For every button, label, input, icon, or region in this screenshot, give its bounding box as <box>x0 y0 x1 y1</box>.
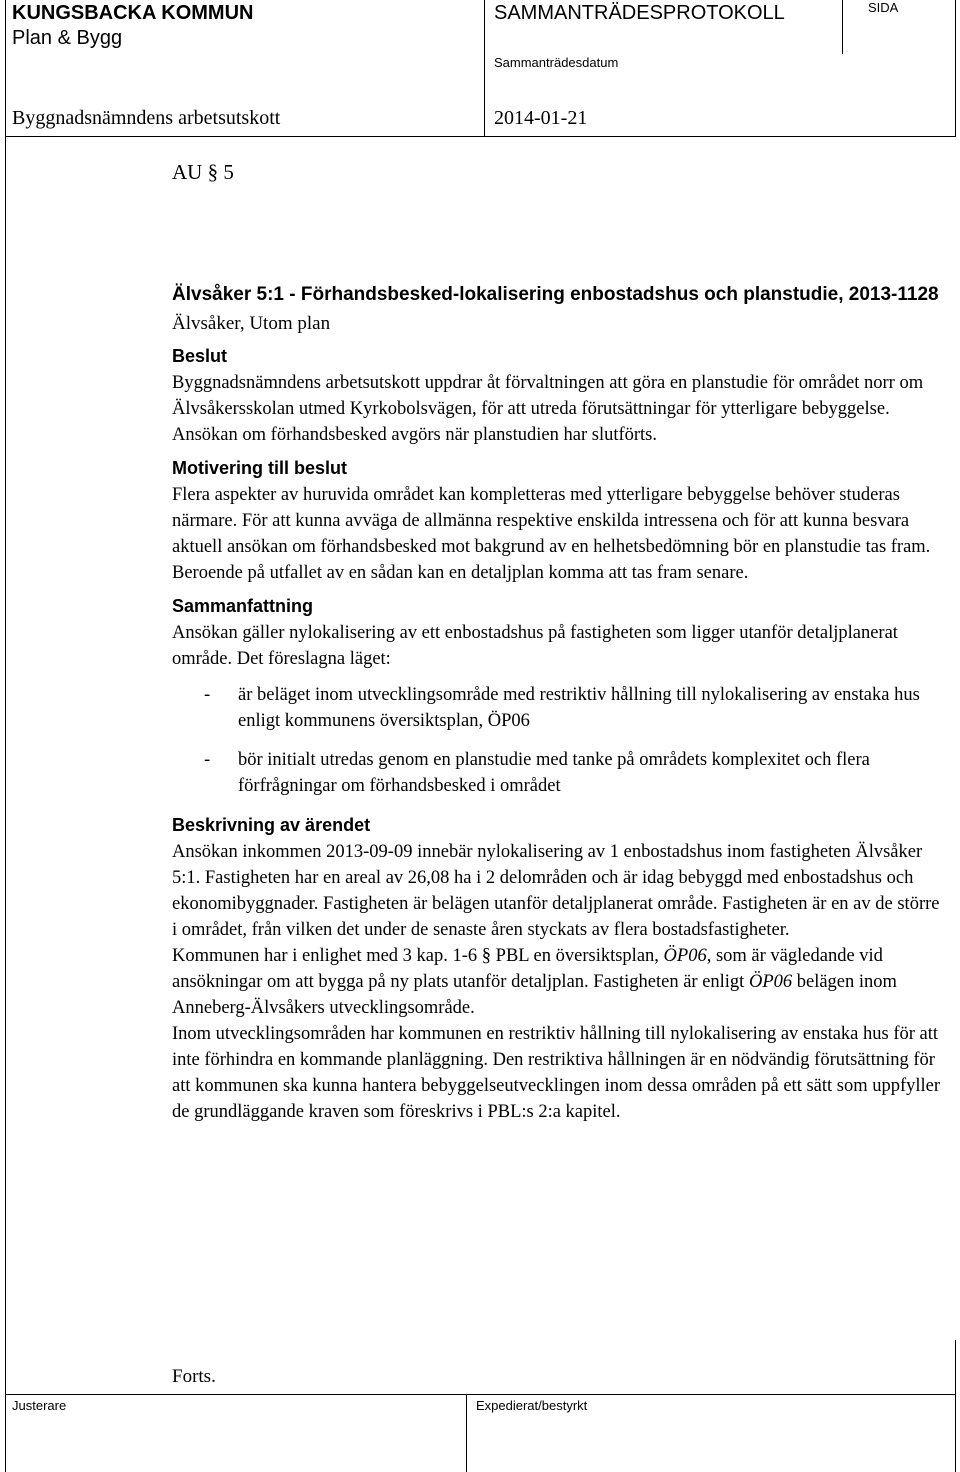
left-border-line <box>5 0 6 1472</box>
text-run: belägen inom Anneberg-Älvsåkers utvecklingsområde. <box>172 972 897 1018</box>
list-item <box>172 682 942 734</box>
bullet-list <box>172 682 942 799</box>
paragraph: Inom utvecklingsområden har kommunen en restriktiv hållning till nylokalisering av enstaka hus för att inte förhindra en kommande planläggning. Den restriktiva hållningen är en nödvändig förutsättning för att kommunen ska kunna hantera bebyggelseutvecklingen inom dessa områden på ett sätt som uppfyller de grundläggande kraven som föreskrivs i PBL:s 2:a kapitel. <box>172 1024 941 1122</box>
text-run: , som är vägledande vid ansökningar om att bygga på ny plats utanför detaljplan. Fastigheten är enligt <box>172 946 883 992</box>
list-item-text: är beläget inom utvecklingsområde med restriktiv hållning till nylokalisering av enstaka hus enligt kommunens översiktsplan, ÖP06 <box>238 685 920 731</box>
header-bottom-line <box>5 136 956 137</box>
paragraph: Ansökan inkommen 2013-09-09 innebär nylokalisering av 1 enbostadshus inom fastigheten Älvsåker 5:1. Fastigheten har en areal av 26,08 ha i 2 delområden och är idag bebyggd med enbostadshus och ekonomibyggnader. Fastigheten är belägen utanför detaljplanerat område. Fastigheten är en av de större i området, från vilken det under de senaste åren styckats av flera bostadsfastigheter. <box>172 842 940 940</box>
document-subtitle: Älvsåker, Utom plan <box>172 313 331 334</box>
plan-reference: ÖP06 <box>748 972 793 992</box>
meeting-date-label: Sammanträdesdatum <box>494 55 619 70</box>
org-name: KUNGSBACKA KOMMUN <box>12 2 254 24</box>
department-name: Plan & Bygg <box>12 27 123 49</box>
section-heading: Beskrivning av ärendet <box>172 815 371 835</box>
document-title: Älvsåker 5:1 - Förhandsbesked-lokalisering enbostadshus och planstudie, 2013-1128 <box>172 284 939 305</box>
meeting-date: 2014-01-21 <box>494 107 588 129</box>
section-text: Byggnadsnämndens arbetsutskott uppdrar åt förvaltningen att göra en planstudie för området norr om Älvsåkersskolan utmed Kyrkobolsvägen, för att utreda förutsättningar för ytterligare bebyggelse. Ansökan om förhandsbesked avgörs när planstudien har slutförts. <box>172 373 924 445</box>
continued-marker: Forts. <box>172 1366 216 1387</box>
document-type: SAMMANTRÄDESPROTOKOLL <box>494 2 785 24</box>
footer-top-line <box>5 1394 956 1395</box>
section-motivering <box>172 455 942 586</box>
section-beslut <box>172 343 942 448</box>
bullet-marker: - <box>204 750 211 770</box>
header-divider-line <box>484 0 485 136</box>
bullet-marker: - <box>204 685 211 705</box>
right-border-line <box>955 0 956 136</box>
text-run: Kommunen har i enlighet med 3 kap. 1-6 § PBL en översiktsplan, <box>172 946 664 966</box>
section-reference: AU § 5 <box>172 160 234 184</box>
plan-reference: ÖP06 <box>663 946 707 966</box>
paragraph <box>172 943 942 1021</box>
footer-right-border <box>955 1340 956 1472</box>
justerare-label: Justerare <box>12 1398 67 1413</box>
list-item <box>172 747 942 799</box>
section-heading: Motivering till beslut <box>172 458 348 478</box>
page-label: SIDA <box>868 0 899 15</box>
section-sammanfattning <box>172 593 942 799</box>
section-text: Ansökan gäller nylokalisering av ett enbostadshus på fastigheten som ligger utanför detaljplanerat område. Det föreslagna läget: <box>172 623 898 669</box>
section-heading: Sammanfattning <box>172 596 314 616</box>
footer-divider-line <box>466 1394 467 1472</box>
expedierat-label: Expedierat/bestyrkt <box>476 1398 588 1413</box>
committee-name: Byggnadsnämndens arbetsutskott <box>12 107 281 129</box>
list-item-text: bör initialt utredas genom en planstudie med tanke på områdets komplexitet och flera förfrågningar om förhandsbesked i området <box>238 750 870 796</box>
document-body <box>172 282 942 1132</box>
section-text: Flera aspekter av huruvida området kan kompletteras med ytterligare bebyggelse behöver studeras närmare. För att kunna avväga de allmänna respektive enskilda intressena och för att kunna besvara aktuell ansökan om förhandsbesked mot bakgrund av en helhetsbedömning bör en planstudie tas fram. Beroende på utfallet av en sådan kan en detaljplan komma att tas fram senare. <box>172 485 931 583</box>
page-cell-divider <box>842 0 843 54</box>
section-beskrivning <box>172 812 942 1125</box>
section-heading: Beslut <box>172 346 228 366</box>
